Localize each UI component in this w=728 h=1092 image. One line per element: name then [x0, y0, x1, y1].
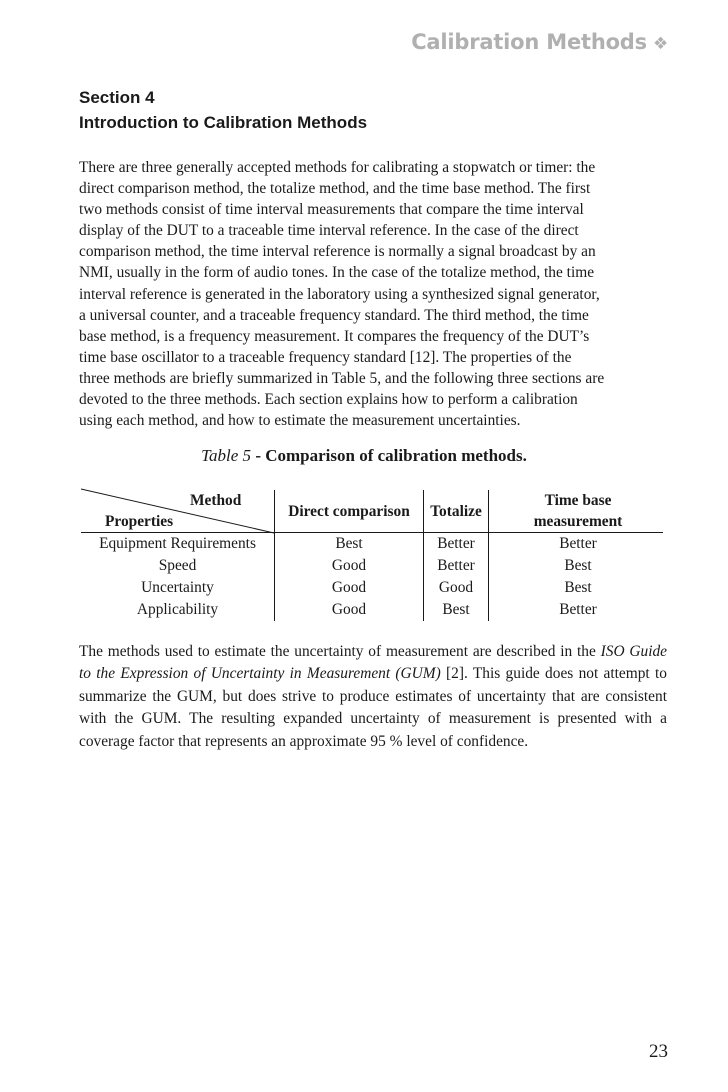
corner-properties-label: Properties	[105, 513, 174, 530]
paragraph-line: display of the DUT to a traceable time interval reference. In the case of the direct	[79, 222, 579, 240]
row-property-label: Equipment Requirements	[99, 535, 256, 552]
paragraph-line: a universal counter, and a traceable frequency standard. The third method, the time	[79, 306, 589, 324]
gum-title-italic: ISO Guide to the Expression of Uncertainty in Measurement (GUM)	[79, 643, 667, 683]
paragraph-line: comparison method, the time interval reference is normally a signal broadcast by an	[79, 243, 596, 261]
table-cell: Good	[331, 557, 367, 574]
table-cell: Best	[442, 601, 470, 618]
paragraph-line: time base oscillator to a traceable frequency standard [12]. The properties of the	[79, 348, 572, 366]
row-property-label: Applicability	[136, 601, 219, 618]
paragraph-text: The methods used to estimate the uncertainty of measurement are described in the	[79, 643, 601, 660]
column-header-timebase-line2: measurement	[533, 513, 623, 530]
column-header-direct: Direct comparison	[288, 503, 410, 520]
paragraph-line: interval reference is generated in the laboratory using a synthesized signal generator,	[79, 285, 600, 303]
paragraph-line: using each method, and how to estimate the measurement uncertainties.	[79, 412, 521, 430]
table-cell: Better	[437, 557, 475, 574]
paragraph-line: NMI, usually in the form of audio tones. In the case of the totalize method, the time	[79, 264, 595, 282]
row-property-label: Uncertainty	[141, 579, 214, 596]
paragraph-line: There are three generally accepted methods for calibrating a stopwatch or timer: the	[79, 159, 596, 176]
paragraph-line: base method, is a frequency measurement. It compares the frequency of the DUT’s	[79, 327, 590, 345]
paragraph-line: direct comparison method, the totalize method, and the time base method. The first	[79, 180, 591, 198]
table-cell: Good	[438, 579, 474, 596]
paragraph-line: three methods are briefly summarized in Table 5, and the following three sections are	[79, 369, 605, 387]
table-cell: Better	[437, 535, 475, 552]
table-caption-label: Table 5	[201, 446, 252, 465]
paragraph-text: [2]. This guide does not attempt to summarize the GUM, but does strive to produce estimates of uncertainty that are consistent with the GUM. The resulting expanded uncertainty of measurement is presented with a coverage factor that represents an approximate 95 % level of confidence.	[79, 665, 667, 750]
page-number: 23	[649, 1041, 668, 1062]
corner-method-label: Method	[190, 492, 242, 509]
section-number: Section 4	[79, 88, 155, 107]
table-cell: Better	[559, 601, 597, 618]
column-header-totalize: Totalize	[430, 503, 482, 520]
paragraph-line: two methods consist of time interval measurements that compare the time interval	[79, 201, 584, 219]
table-cell: Best	[335, 535, 363, 552]
table-caption-text: - Comparison of calibration methods.	[251, 446, 527, 465]
paragraph-line: devoted to the three methods. Each section explains how to perform a calibration	[79, 391, 578, 409]
row-property-label: Speed	[158, 557, 197, 574]
running-header-title: Calibration Methods	[411, 30, 647, 54]
table-cell: Good	[331, 601, 367, 618]
header-rule	[81, 532, 663, 533]
gum-paragraph	[79, 641, 667, 753]
table-cell: Better	[559, 535, 597, 552]
table-cell: Best	[564, 557, 592, 574]
ornament-icon: ❖	[652, 34, 668, 54]
section-title: Introduction to Calibration Methods	[79, 113, 368, 132]
table-cell: Best	[564, 579, 592, 596]
column-header-timebase: Time base	[544, 492, 612, 509]
table-cell: Good	[331, 579, 367, 596]
